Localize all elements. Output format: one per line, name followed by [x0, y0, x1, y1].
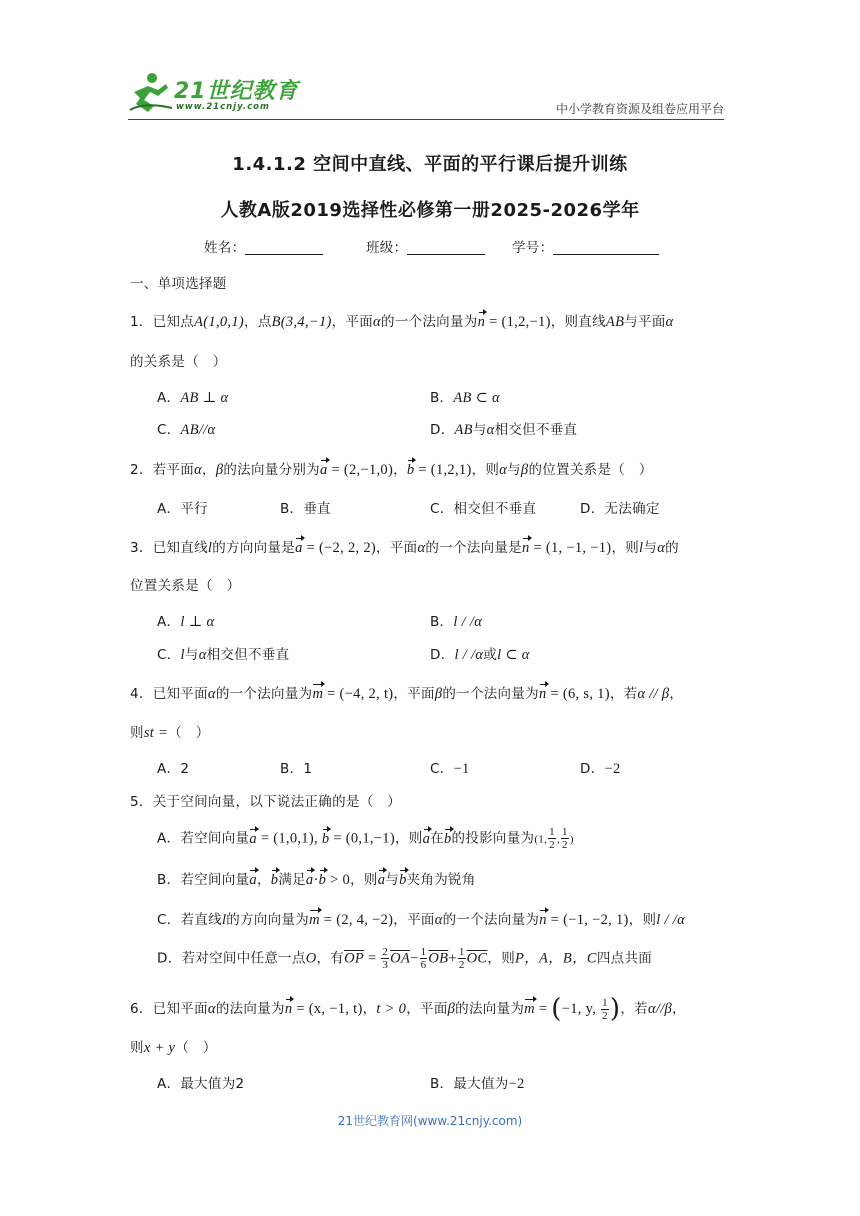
section-heading: 一、单项选择题: [130, 276, 227, 292]
platform-name: 中小学教育资源及组卷应用平台: [555, 102, 724, 116]
name-field[interactable]: [245, 240, 323, 255]
class-label: 班级：: [366, 240, 408, 256]
q6-stem: 6．已知平面α的法向量为n = (x, −1, t)，t > 0，平面β的法向量为m = (−1, y, $\frac{1}{2}$ )，若α//β，: [130, 994, 686, 1024]
q4-option-d[interactable]: D．−2: [580, 761, 621, 777]
q6-option-b[interactable]: B．最大值为−2: [430, 1076, 525, 1092]
title-line-2: 人教A版2019选择性必修第一册2025-2026学年: [220, 200, 640, 221]
footer-link[interactable]: 21世纪教育网(www.21cnjy.com): [337, 1114, 523, 1128]
q3-stem-line2: 位置关系是（ ）: [130, 578, 241, 594]
q1-stem-line2: 的关系是（ ）: [130, 354, 227, 370]
q3-option-d[interactable]: D．l / /α或l ⊂ α: [430, 647, 530, 663]
q3-option-c[interactable]: C．l与α相交但不垂直: [157, 647, 290, 663]
q1-option-a[interactable]: A．AB ⊥ α: [157, 390, 229, 406]
q5-option-d[interactable]: D．若对空间中任意一点O，有$\overline{OP}$ = $\frac{2}{3}$ $\overline{OA}-$ $\frac{1}{6}$ $\overline{OB}+$ $\frac{1}{2}$ $\overline{OC}$，则P，A，B，C四点共面: [157, 946, 653, 971]
logo: [128, 70, 299, 118]
q1-option-d[interactable]: D．AB与α相交但不垂直: [430, 422, 578, 438]
q5-option-c[interactable]: C．若直线l的方向向量为m = (2, 4, −2)，平面α的一个法向量为n = (−1, −2, 1)，则l / /α: [157, 912, 686, 928]
logo-text: 21世纪教育: [174, 79, 299, 104]
q3-option-b[interactable]: B．l / /α: [430, 614, 483, 630]
student-info: [204, 236, 659, 256]
q4-option-b[interactable]: B．1: [280, 761, 313, 777]
q6-stem-line2: 则x + y（ ）: [130, 1040, 217, 1056]
number-label: 学号：: [512, 240, 554, 256]
q2-option-b[interactable]: B．垂直: [280, 501, 331, 517]
q4-option-a[interactable]: A．2: [157, 761, 190, 777]
q5-option-b[interactable]: B．若空间向量a，b满足a·b > 0，则a与b夹角为锐角: [157, 872, 476, 888]
q4-stem-line2: 则st =（ ）: [130, 725, 210, 741]
q2-stem: 2．若平面α，β的法向量分别为a = (2,−1,0)，b = (1,2,1)，则α与β的位置关系是（ ）: [130, 462, 653, 478]
runner-logo-icon: [128, 70, 174, 116]
q2-option-a[interactable]: A．平行: [157, 501, 208, 517]
q3-stem: 3．已知直线l的方向向量是a = (−2, 2, 2)，平面α的一个法向量是n = (1, −1, −1)，则l与α的: [130, 540, 679, 556]
q5-stem: 5．关于空间向量，以下说法正确的是（ ）: [130, 794, 402, 810]
q1-stem: 1．已知点A(1,0,1)，点B(3,4,−1)，平面α的一个法向量为n = (1,2,−1)，则直线AB与平面α: [130, 314, 674, 330]
q2-option-d[interactable]: D．无法确定: [580, 501, 660, 517]
q2-option-c[interactable]: C．相交但不垂直: [430, 501, 537, 517]
q4-stem: 4．已知平面α的一个法向量为m = (−4, 2, t)，平面β的一个法向量为n = (6, s, 1)，若α // β，: [130, 686, 684, 702]
logo-url: www.21cnjy.com: [176, 102, 270, 112]
class-field[interactable]: [407, 240, 485, 255]
name-label: 姓名：: [204, 240, 246, 256]
header-rule: [128, 119, 724, 120]
title-line-1: 1.4.1.2 空间中直线、平面的平行课后提升训练: [232, 154, 628, 175]
q1-option-b[interactable]: B．AB ⊂ α: [430, 390, 500, 406]
q1-option-c[interactable]: C．AB//α: [157, 422, 216, 438]
q6-option-a[interactable]: A．最大值为2: [157, 1076, 245, 1092]
number-field[interactable]: [553, 240, 659, 255]
q4-option-c[interactable]: C．−1: [430, 761, 470, 777]
q5-option-a[interactable]: A．若空间向量a = (1,0,1), b = (0,1,−1)，则a在b的投影向量为(1, $\frac{1}{2}$ , $\frac{1}{2}$ ): [157, 826, 574, 851]
q3-option-a[interactable]: A．l ⊥ α: [157, 614, 215, 630]
